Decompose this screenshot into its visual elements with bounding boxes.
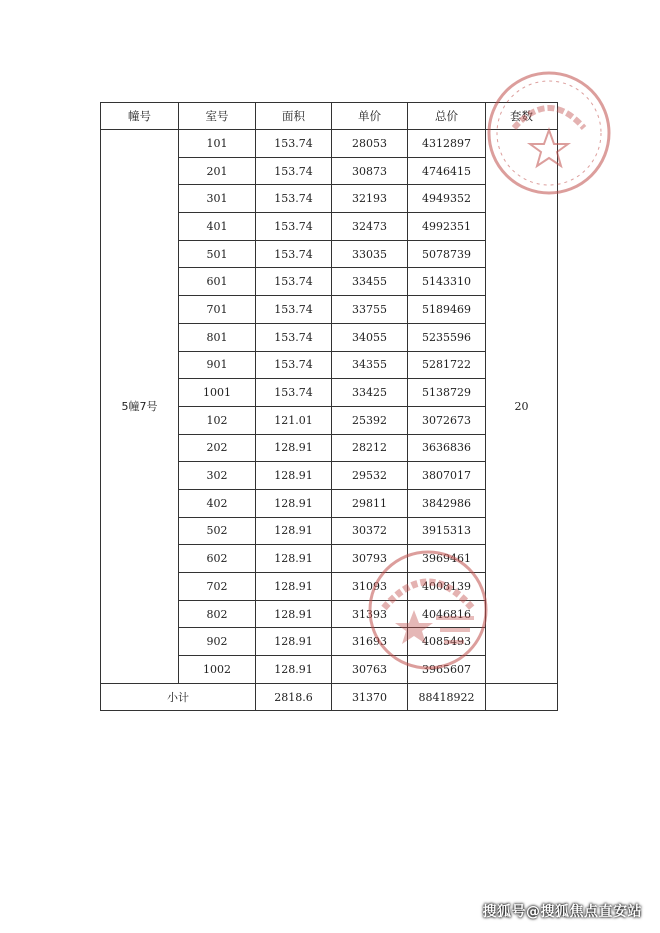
cell-unit-price: 33425	[332, 379, 408, 407]
cell-total-price: 5235596	[408, 323, 486, 351]
cell-unit-price: 25392	[332, 406, 408, 434]
cell-area: 153.74	[256, 268, 332, 296]
cell-room: 402	[179, 489, 256, 517]
cell-room: 601	[179, 268, 256, 296]
cell-unit-price: 34355	[332, 351, 408, 379]
subtotal-total-price: 88418922	[408, 683, 486, 711]
cell-unit-price: 28212	[332, 434, 408, 462]
cell-area: 153.74	[256, 379, 332, 407]
cell-total-price: 5078739	[408, 240, 486, 268]
cell-total-price: 5138729	[408, 379, 486, 407]
cell-total-price: 3807017	[408, 462, 486, 490]
cell-unit-price: 29811	[332, 489, 408, 517]
cell-room: 902	[179, 628, 256, 656]
cell-area: 128.91	[256, 628, 332, 656]
cell-area: 121.01	[256, 406, 332, 434]
cell-total-price: 3969461	[408, 545, 486, 573]
cell-total-price: 3072673	[408, 406, 486, 434]
cell-total-price: 3842986	[408, 489, 486, 517]
price-table	[100, 102, 558, 711]
cell-unit-price: 31093	[332, 573, 408, 601]
cell-unit-price: 30873	[332, 157, 408, 185]
cell-total-price: 3965607	[408, 656, 486, 684]
cell-total-price: 5143310	[408, 268, 486, 296]
cell-room: 302	[179, 462, 256, 490]
building-cell: 5幢7号	[101, 130, 179, 684]
cell-room: 1001	[179, 379, 256, 407]
subtotal-label: 小计	[101, 683, 256, 711]
cell-area: 128.91	[256, 573, 332, 601]
header-unit-price: 单价	[332, 103, 408, 130]
cell-unit-price: 33455	[332, 268, 408, 296]
cell-unit-price: 30763	[332, 656, 408, 684]
cell-room: 101	[179, 130, 256, 158]
cell-total-price: 5281722	[408, 351, 486, 379]
cell-total-price: 4085493	[408, 628, 486, 656]
cell-area: 153.74	[256, 323, 332, 351]
cell-area: 128.91	[256, 489, 332, 517]
subtotal-area: 2818.6	[256, 683, 332, 711]
subtotal-units-empty	[486, 683, 558, 711]
subtotal-row	[101, 683, 558, 711]
cell-total-price: 4746415	[408, 157, 486, 185]
cell-room: 702	[179, 573, 256, 601]
cell-room: 202	[179, 434, 256, 462]
cell-room: 201	[179, 157, 256, 185]
cell-unit-price: 33035	[332, 240, 408, 268]
header-total-price: 总价	[408, 103, 486, 130]
subtotal-unit-price: 31370	[332, 683, 408, 711]
cell-unit-price: 30372	[332, 517, 408, 545]
cell-total-price: 4008139	[408, 573, 486, 601]
cell-room: 1002	[179, 656, 256, 684]
cell-room: 301	[179, 185, 256, 213]
cell-area: 153.74	[256, 351, 332, 379]
cell-room: 602	[179, 545, 256, 573]
cell-area: 153.74	[256, 130, 332, 158]
cell-unit-price: 28053	[332, 130, 408, 158]
cell-room: 802	[179, 600, 256, 628]
header-room: 室号	[179, 103, 256, 130]
header-area: 面积	[256, 103, 332, 130]
cell-unit-price: 34055	[332, 323, 408, 351]
cell-area: 153.74	[256, 213, 332, 241]
cell-unit-price: 32193	[332, 185, 408, 213]
cell-room: 102	[179, 406, 256, 434]
cell-unit-price: 31693	[332, 628, 408, 656]
cell-area: 128.91	[256, 517, 332, 545]
cell-total-price: 4312897	[408, 130, 486, 158]
cell-room: 501	[179, 240, 256, 268]
cell-total-price: 4949352	[408, 185, 486, 213]
cell-total-price: 4992351	[408, 213, 486, 241]
table-header-row	[101, 103, 558, 130]
cell-total-price: 3915313	[408, 517, 486, 545]
cell-total-price: 3636836	[408, 434, 486, 462]
source-watermark: 搜狐号@搜狐焦点直安站	[482, 904, 642, 920]
cell-area: 128.91	[256, 462, 332, 490]
cell-unit-price: 30793	[332, 545, 408, 573]
cell-area: 153.74	[256, 240, 332, 268]
cell-total-price: 4046816	[408, 600, 486, 628]
table-row	[101, 130, 558, 158]
header-units: 套数	[486, 103, 558, 130]
cell-unit-price: 33755	[332, 296, 408, 324]
cell-room: 701	[179, 296, 256, 324]
cell-area: 128.91	[256, 545, 332, 573]
cell-unit-price: 32473	[332, 213, 408, 241]
cell-room: 801	[179, 323, 256, 351]
table-body	[101, 130, 558, 684]
cell-area: 128.91	[256, 656, 332, 684]
header-building: 幢号	[101, 103, 179, 130]
cell-area: 128.91	[256, 434, 332, 462]
cell-room: 901	[179, 351, 256, 379]
cell-area: 153.74	[256, 296, 332, 324]
cell-unit-price: 29532	[332, 462, 408, 490]
cell-room: 502	[179, 517, 256, 545]
cell-area: 128.91	[256, 600, 332, 628]
units-count-cell: 20	[486, 130, 558, 684]
cell-total-price: 5189469	[408, 296, 486, 324]
cell-area: 153.74	[256, 157, 332, 185]
cell-room: 401	[179, 213, 256, 241]
cell-area: 153.74	[256, 185, 332, 213]
cell-unit-price: 31393	[332, 600, 408, 628]
